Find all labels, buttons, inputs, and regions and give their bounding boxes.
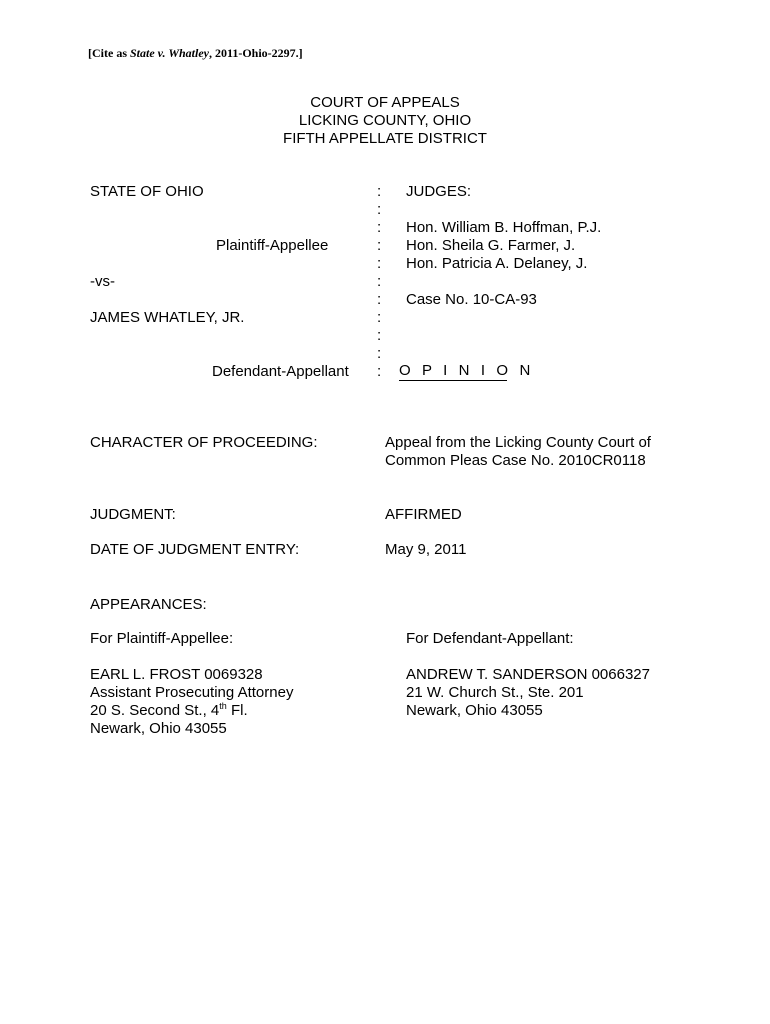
defendant-counsel-label: For Defendant-Appellant: [406, 630, 574, 647]
judge-name: Hon. Sheila G. Farmer, J. [406, 237, 576, 254]
plaintiff-counsel-city: Newark, Ohio 43055 [90, 720, 227, 737]
character-of-proceeding-label: CHARACTER OF PROCEEDING: [90, 434, 318, 451]
appearances-heading: APPEARANCES: [90, 596, 207, 613]
judgment-label: JUDGMENT: [90, 506, 176, 523]
colon-separator: : [377, 309, 382, 326]
citation-line [88, 44, 303, 62]
judgment-date-value: May 9, 2011 [385, 541, 467, 558]
defendant-name: JAMES WHATLEY, JR. [90, 309, 245, 326]
character-of-proceeding-value: Appeal from the Licking County Court of [385, 434, 651, 451]
judge-name: Hon. Patricia A. Delaney, J. [406, 255, 588, 272]
court-county: LICKING COUNTY, OHIO [298, 112, 472, 129]
case-number: Case No. 10-CA-93 [406, 291, 537, 308]
colon-separator: : [377, 273, 382, 290]
judgment-value: AFFIRMED [385, 506, 462, 523]
colon-separator: : [377, 201, 382, 218]
colon-separator: : [377, 183, 382, 200]
colon-separator: : [377, 219, 382, 236]
citation-suffix: , 2011-Ohio-2297.] [209, 46, 303, 60]
colon-separator: : [377, 255, 382, 272]
plaintiff-role: Plaintiff-Appellee [216, 237, 329, 254]
address-street: 20 S. Second St., 4 [90, 702, 220, 719]
address-ordinal-suffix: th [219, 701, 227, 711]
character-of-proceeding-value-cont: Common Pleas Case No. 2010CR0118 [385, 452, 646, 469]
colon-separator: : [377, 291, 382, 308]
defendant-counsel-city: Newark, Ohio 43055 [406, 702, 543, 719]
judges-heading: JUDGES: [406, 183, 472, 200]
versus: -vs- [90, 273, 115, 290]
court-name: COURT OF APPEALS [310, 94, 460, 111]
address-floor: Fl. [226, 702, 248, 719]
judgment-date-label: DATE OF JUDGMENT ENTRY: [90, 541, 300, 558]
defendant-counsel-name: ANDREW T. SANDERSON 0066327 [406, 666, 650, 683]
colon-separator: : [377, 345, 382, 362]
citation-prefix: [Cite as [88, 46, 130, 60]
colon-separator: : [377, 237, 382, 254]
colon-separator: : [377, 327, 382, 344]
opinion-title: O P I N I O N [399, 362, 534, 379]
plaintiff-counsel-label: For Plaintiff-Appellee: [90, 630, 234, 647]
defendant-counsel-address: 21 W. Church St., Ste. 201 [406, 684, 584, 701]
citation-case-name: State v. Whatley [130, 46, 209, 60]
defendant-role: Defendant-Appellant [212, 363, 349, 380]
court-district: FIFTH APPELLATE DISTRICT [283, 130, 487, 147]
plaintiff-counsel-address [90, 702, 248, 720]
plaintiff-counsel-name: EARL L. FROST 0069328 [90, 666, 263, 683]
judge-name: Hon. William B. Hoffman, P.J. [406, 219, 602, 236]
plaintiff-name: STATE OF OHIO [90, 183, 204, 200]
plaintiff-counsel-title: Assistant Prosecuting Attorney [90, 684, 294, 701]
colon-separator: : [377, 363, 382, 380]
